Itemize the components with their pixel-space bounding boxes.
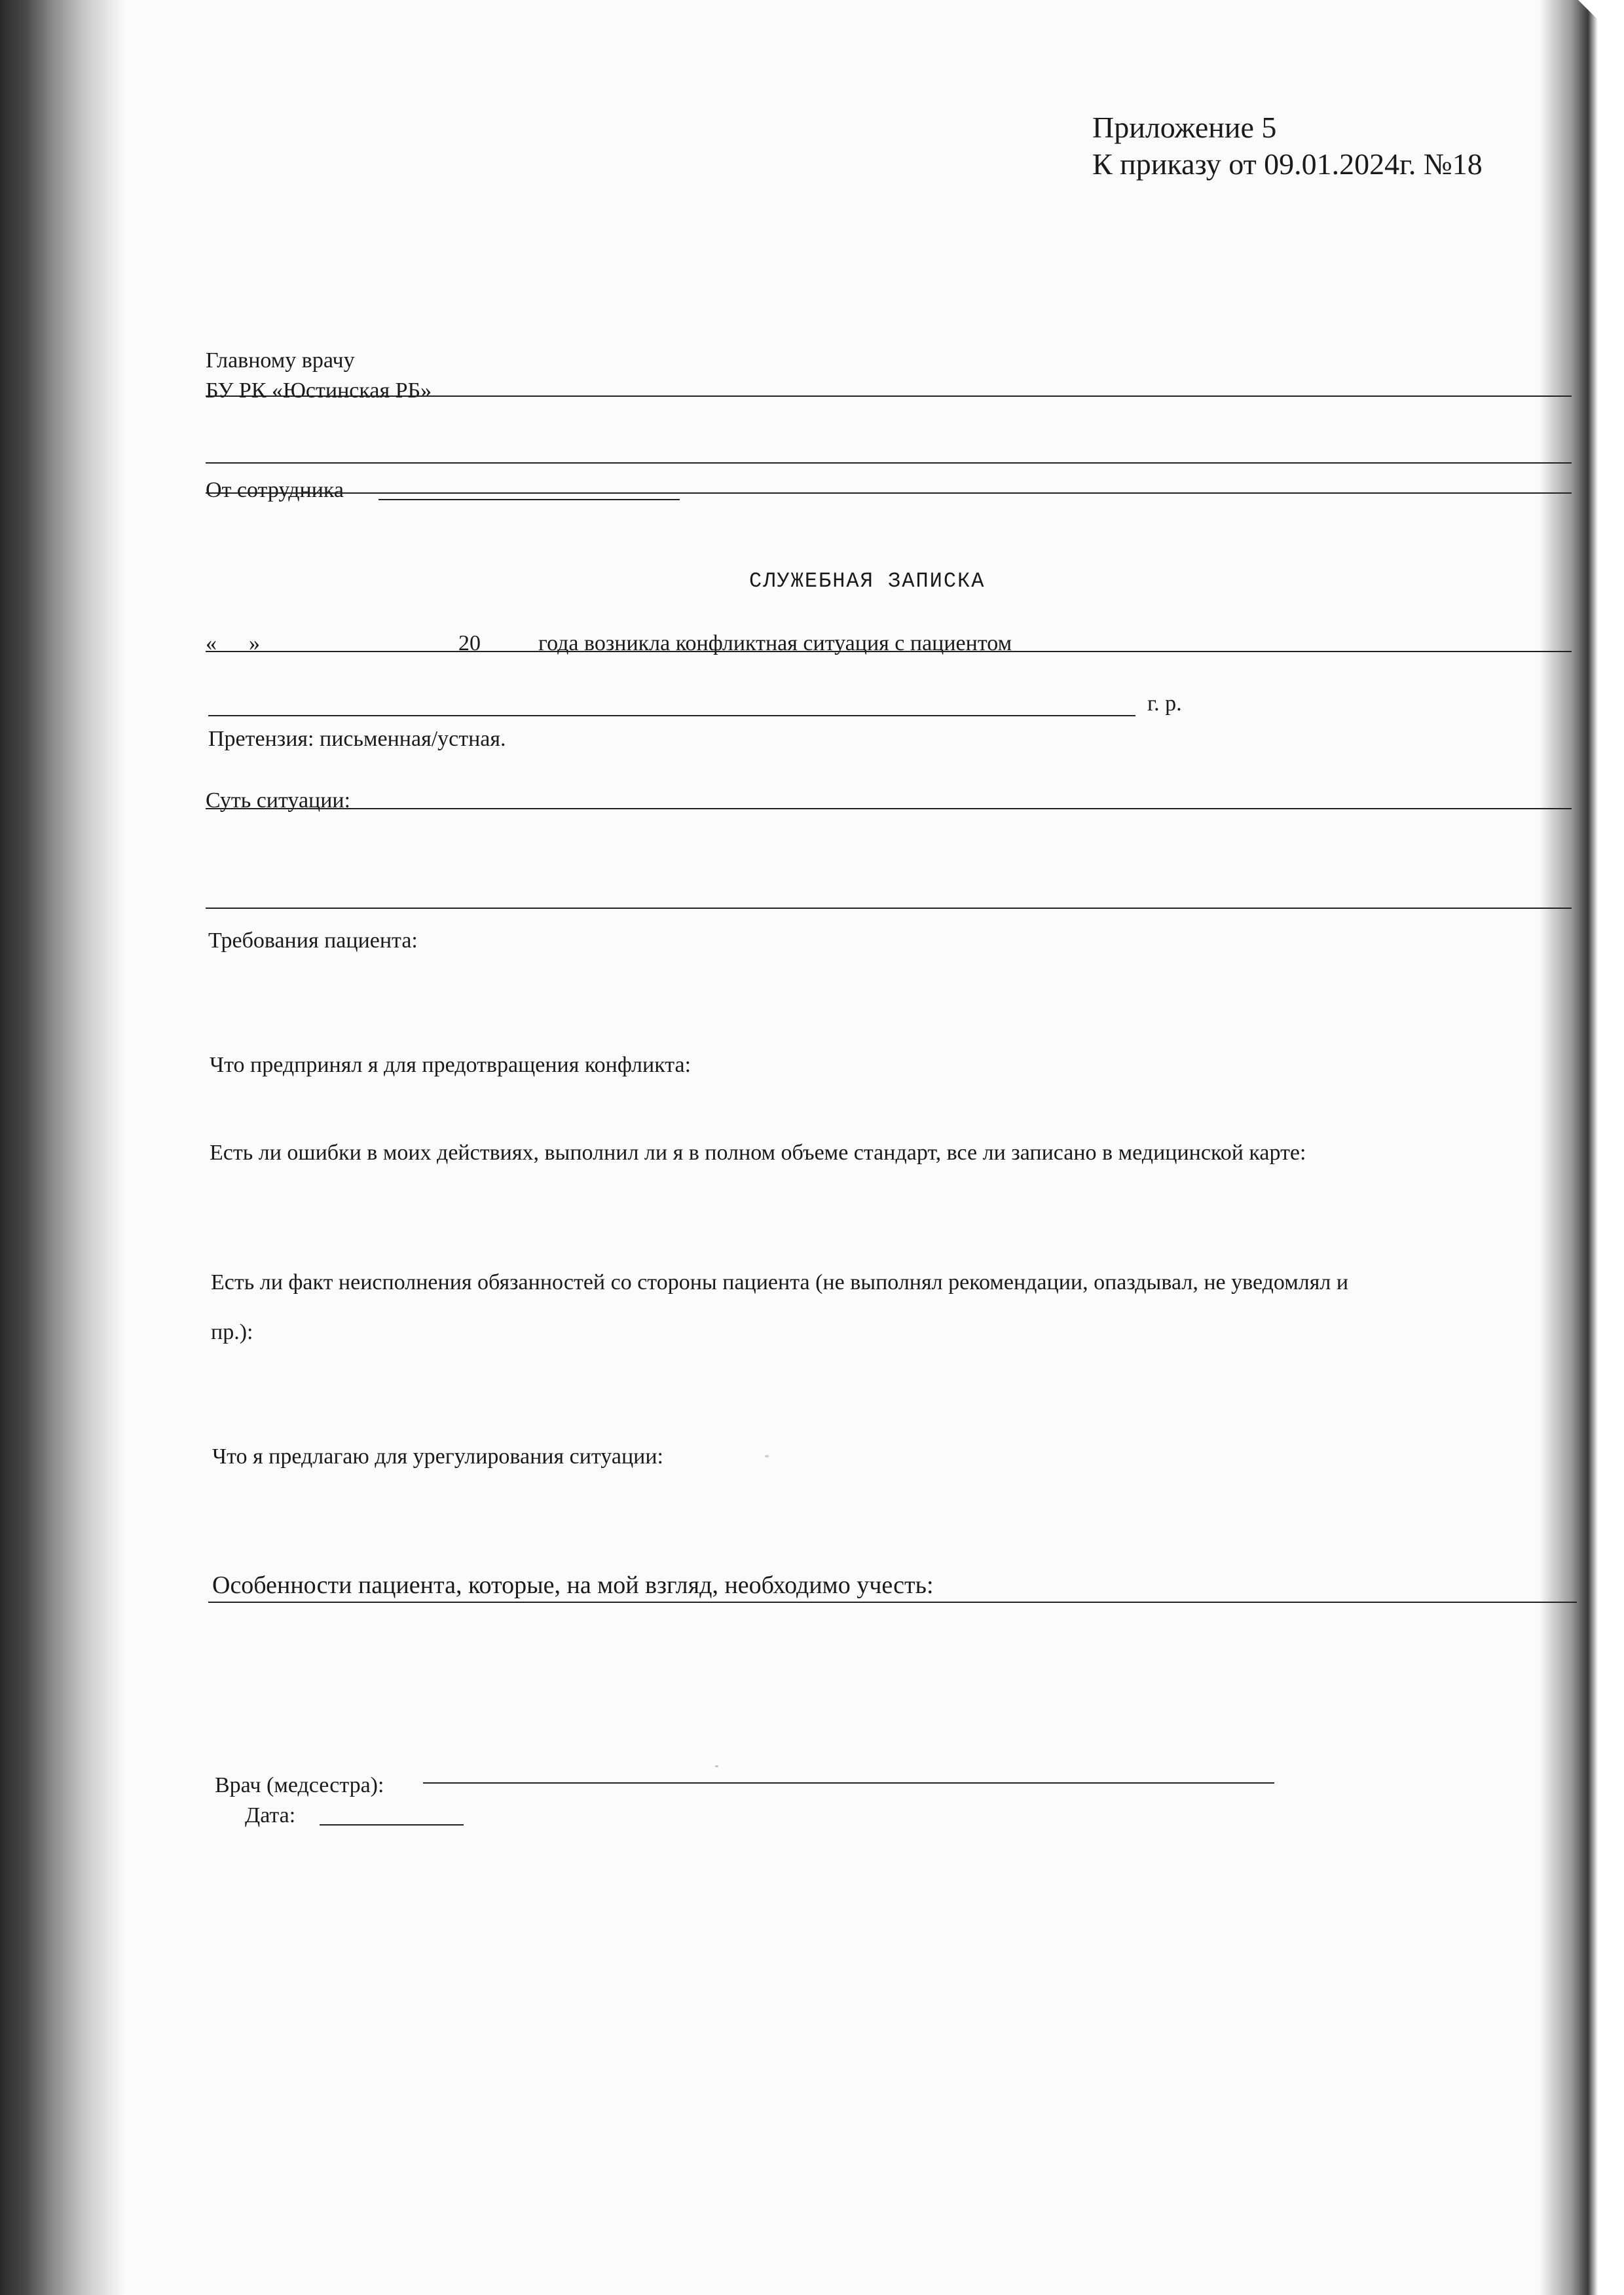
- scan-shadow-left: [0, 0, 124, 2295]
- from-employee-blank: [378, 499, 680, 500]
- addressee-line-2: БУ РК «Юстинская РБ»: [206, 378, 432, 403]
- addressee-line-1: Главному врачу: [206, 348, 355, 373]
- essence-underline-2: [206, 908, 1572, 909]
- essence-underline: [206, 808, 1572, 809]
- date-label: Дата:: [245, 1803, 296, 1827]
- date-line-underline: [206, 651, 1572, 652]
- date-close-quote: »: [249, 631, 260, 655]
- doctor-signature-label: Врач (медсестра):: [215, 1773, 384, 1797]
- section-patient-requirements: Требования пациента:: [208, 928, 418, 953]
- addressee-underline: [206, 395, 1572, 397]
- doctor-signature-blank: [423, 1782, 1274, 1784]
- claim-type: Претензия: письменная/устная.: [208, 727, 506, 751]
- from-employee-label: От сотрудника: [206, 478, 344, 502]
- annex-label: Приложение 5: [1092, 111, 1277, 144]
- scan-speck: [765, 1455, 769, 1458]
- scan-speck: [715, 1765, 718, 1767]
- year-prefix: 20: [458, 631, 481, 655]
- date-open-quote: «: [206, 631, 217, 655]
- birth-year-suffix: г. р.: [1147, 691, 1182, 716]
- date-blank: [320, 1824, 464, 1826]
- section-patient-features: Особенности пациента, которые, на мой взгляд, необходимо учесть:: [212, 1571, 934, 1599]
- section-patient-duties-line-2: пр.):: [211, 1320, 253, 1344]
- from-employee-underline: [206, 492, 1572, 494]
- scan-shadow-right: [1539, 0, 1624, 2295]
- patient-name-blank: [208, 715, 1135, 716]
- order-reference: К приказу от 09.01.2024г. №18: [1092, 147, 1483, 181]
- conflict-statement: года возникла конфликтная ситуация с пациентом: [538, 631, 1012, 655]
- document-title: СЛУЖЕБНАЯ ЗАПИСКА: [749, 569, 986, 593]
- blank-line: [206, 462, 1572, 464]
- section-essence: Суть ситуации:: [206, 788, 351, 813]
- section-prevention: Что предпринял я для предотвращения конфликта:: [210, 1053, 692, 1077]
- section-patient-duties-line-1: Есть ли факт неисполнения обязанностей со стороны пациента (не выполнял рекомендации, опаздывал, не уведомлял и: [211, 1270, 1349, 1294]
- patient-features-underline: [208, 1602, 1577, 1603]
- section-settlement: Что я предлагаю для урегулирования ситуации:: [212, 1444, 663, 1469]
- section-errors: Есть ли ошибки в моих действиях, выполнил ли я в полном объеме стандарт, все ли записано в медицинской карте:: [210, 1141, 1306, 1165]
- scan-corner: [1578, 0, 1624, 46]
